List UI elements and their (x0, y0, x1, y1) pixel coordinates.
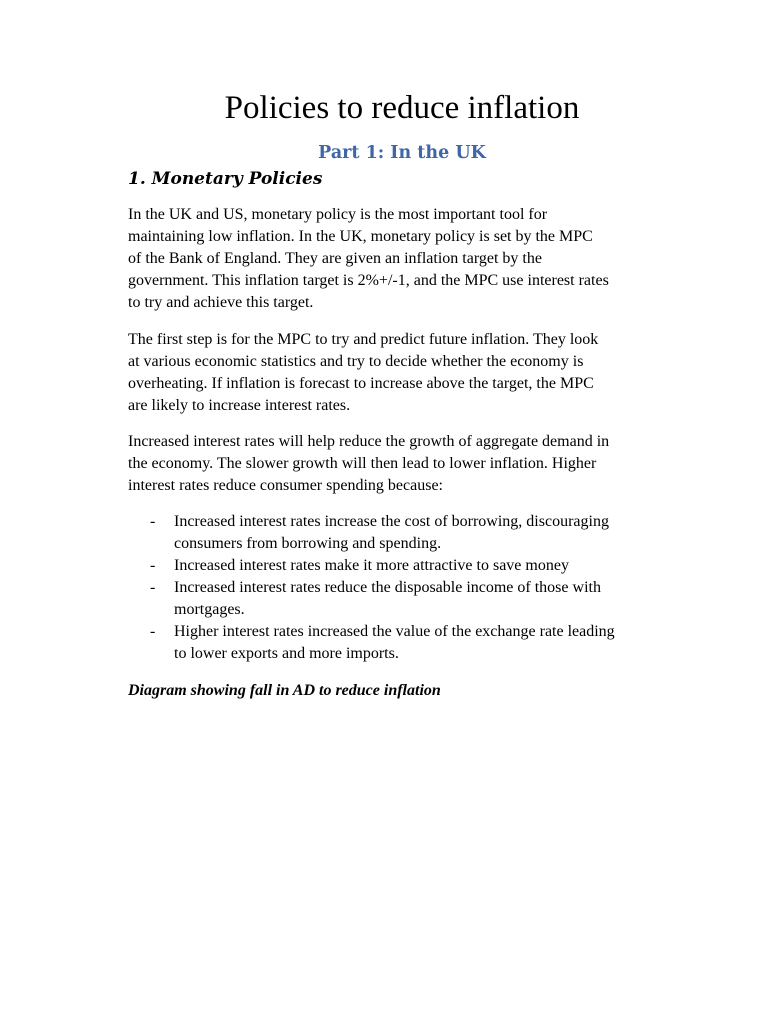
paragraph-line: government. This inflation target is 2%+/-1, and the MPC use interest rates (128, 272, 609, 289)
paragraph-line: interest rates reduce consumer spending because: (128, 477, 443, 494)
list-item (150, 555, 690, 577)
bullet-dash: - (150, 557, 156, 574)
reasons-list (150, 511, 690, 665)
paragraph-line: the economy. The slower growth will then lead to lower inflation. Higher (128, 455, 597, 472)
list-item-line: to lower exports and more imports. (174, 645, 399, 662)
paragraph-line: of the Bank of England. They are given an inflation target by the (128, 250, 542, 267)
list-item-line: Higher interest rates increased the value of the exchange rate leading (174, 623, 615, 640)
paragraph-line: Increased interest rates will help reduce the growth of aggregate demand in (128, 433, 610, 450)
paragraph-monetary-policy-intro (128, 204, 676, 314)
diagram-caption: Diagram showing fall in AD to reduce inflation (128, 682, 441, 699)
list-item-line: Increased interest rates increase the cost of borrowing, discouraging (174, 513, 609, 530)
paragraph-line: maintaining low inflation. In the UK, monetary policy is set by the MPC (128, 228, 593, 245)
bullet-dash: - (150, 579, 156, 596)
list-item (150, 577, 690, 621)
bullet-dash: - (150, 513, 156, 530)
list-item (150, 511, 690, 555)
paragraph-line: The first step is for the MPC to try and predict future inflation. They look (128, 331, 599, 348)
section-heading: 1. Monetary Policies (128, 169, 323, 189)
list-item-line: Increased interest rates reduce the disposable income of those with (174, 579, 601, 596)
list-item (150, 621, 690, 665)
list-item-line: mortgages. (174, 601, 245, 618)
paragraph-line: to try and achieve this target. (128, 294, 314, 311)
list-item-line: Increased interest rates make it more attractive to save money (174, 557, 569, 574)
paragraph-predict-inflation (128, 329, 676, 417)
list-item-line: consumers from borrowing and spending. (174, 535, 442, 552)
paragraph-line: In the UK and US, monetary policy is the most important tool for (128, 206, 548, 223)
paragraph-line: overheating. If inflation is forecast to increase above the target, the MPC (128, 375, 594, 392)
part-heading: Part 1: In the UK (318, 143, 486, 163)
page-title: Policies to reduce inflation (224, 90, 580, 126)
paragraph-aggregate-demand (128, 431, 676, 497)
bullet-dash: - (150, 623, 156, 640)
paragraph-line: at various economic statistics and try to decide whether the economy is (128, 353, 584, 370)
paragraph-line: are likely to increase interest rates. (128, 397, 351, 414)
